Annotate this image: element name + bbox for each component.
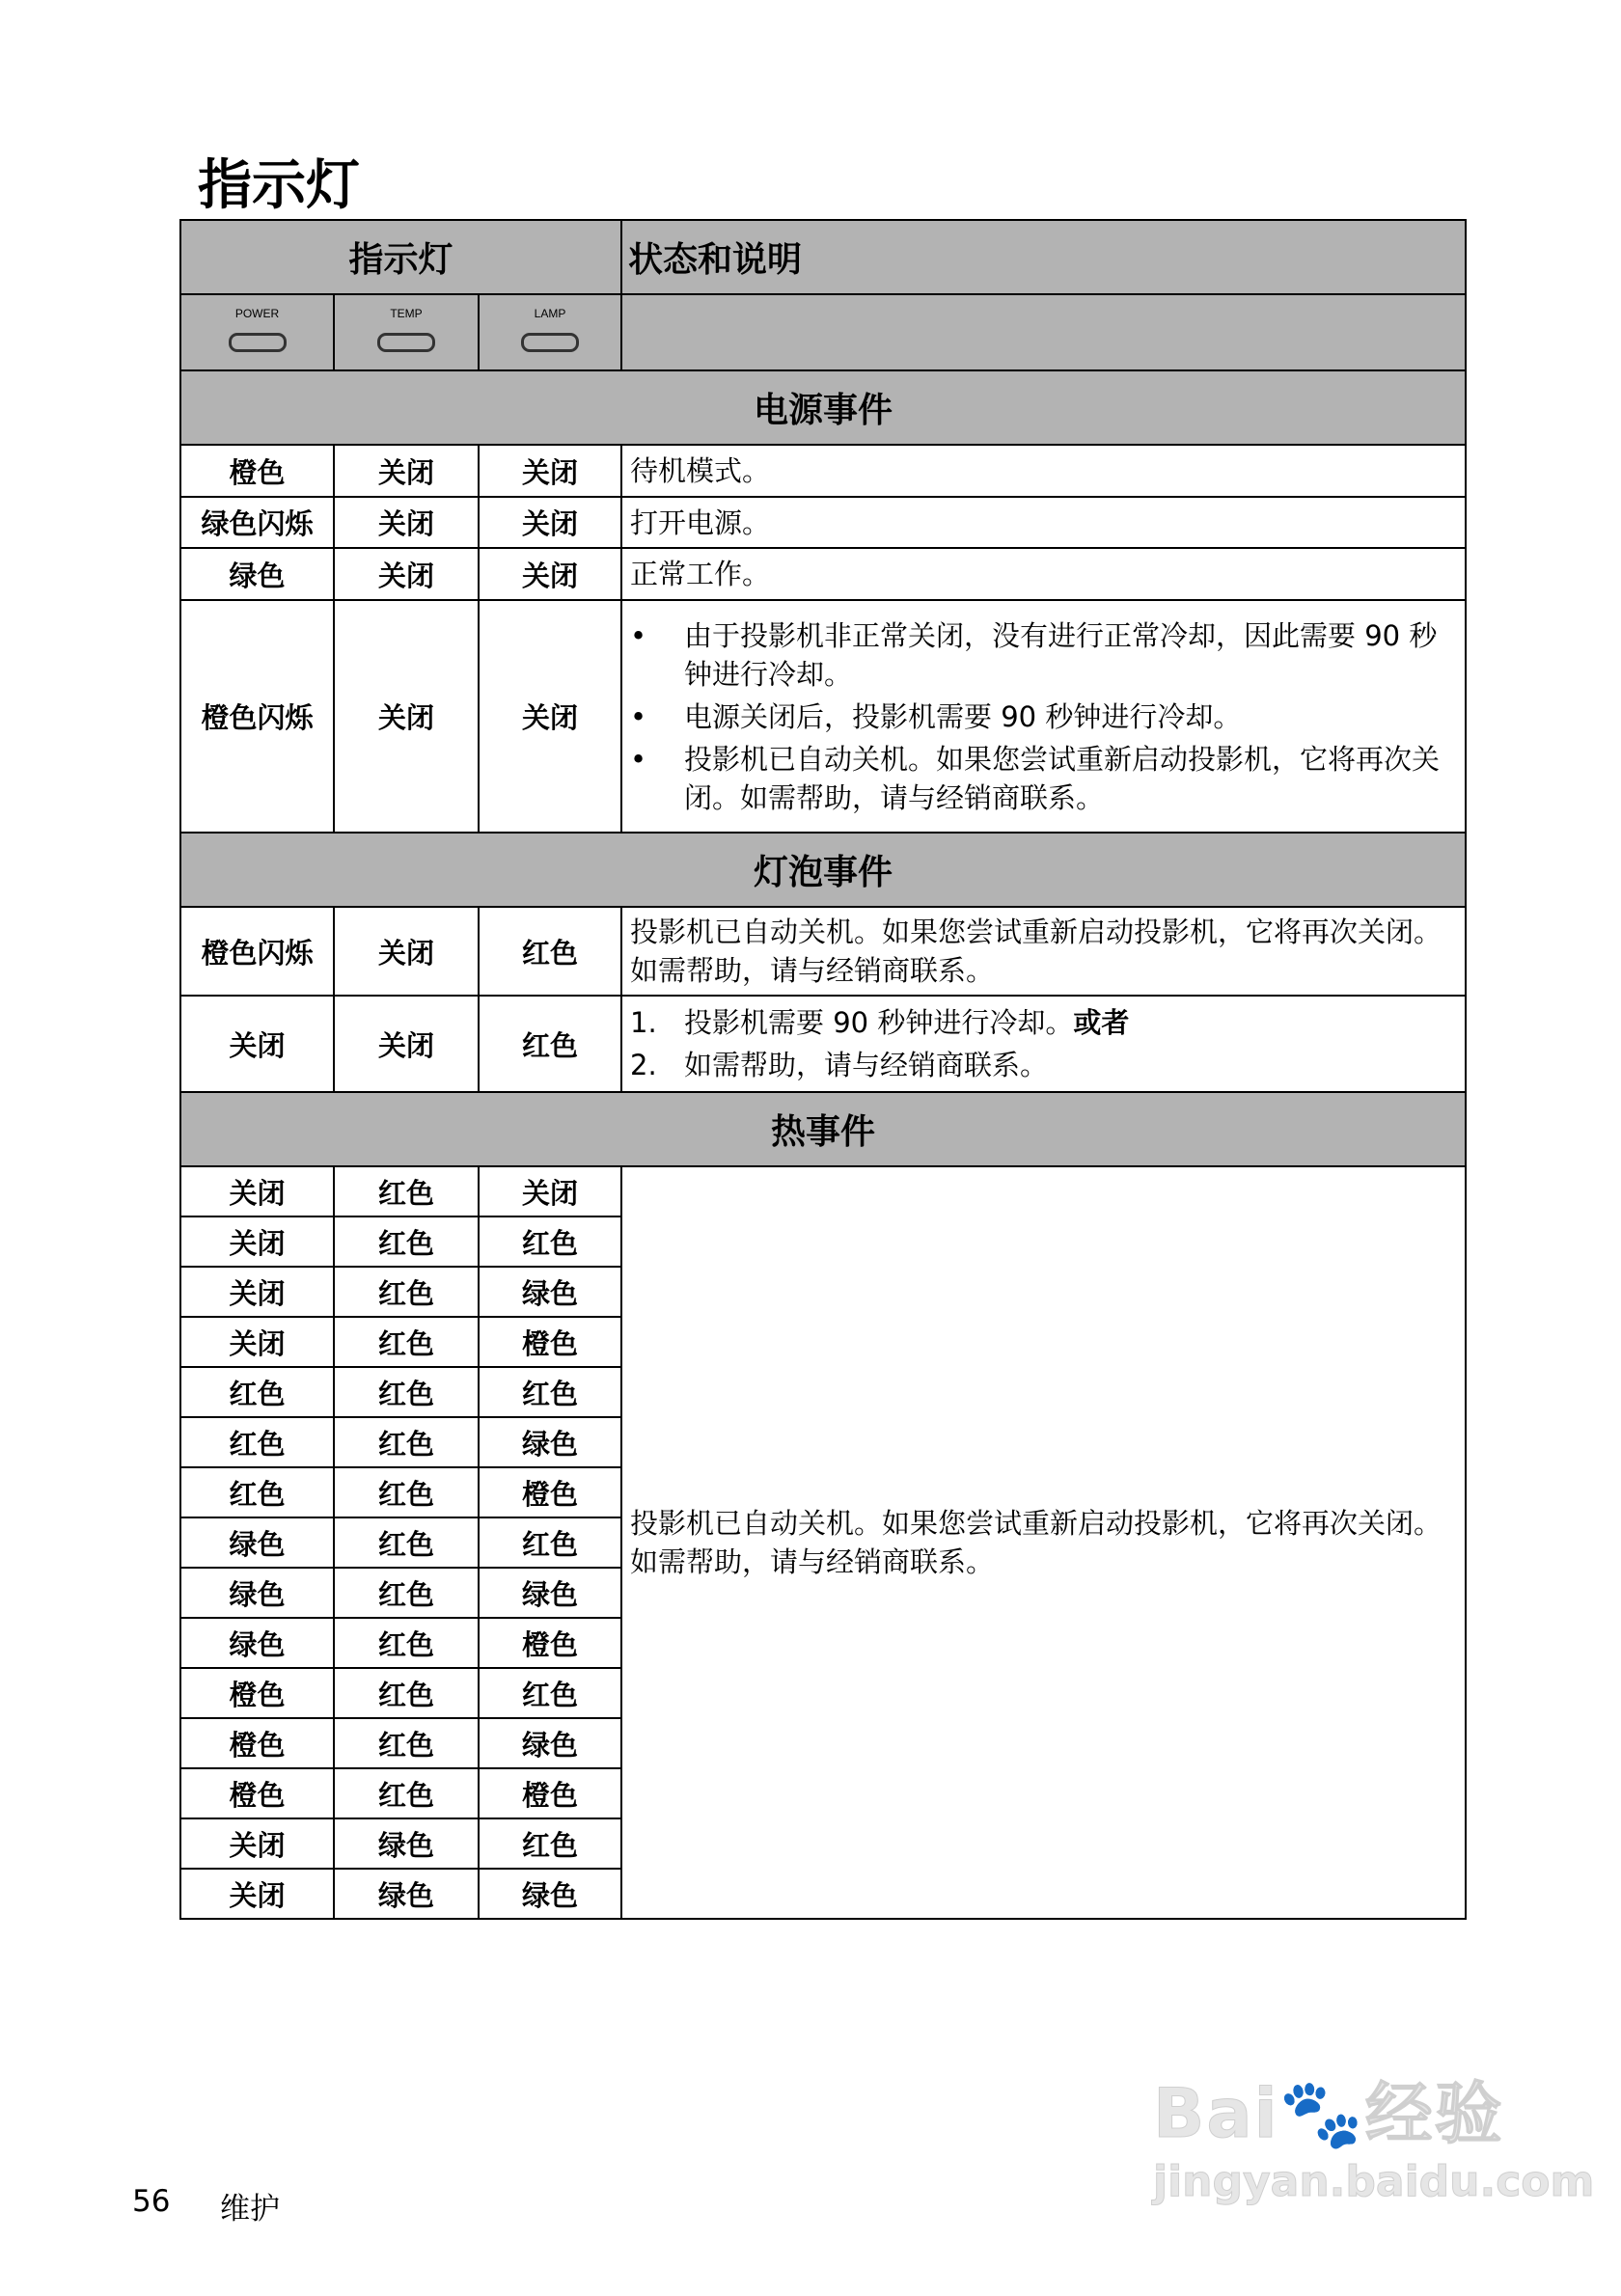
bullet-text: 投影机已自动关机。如果您尝试重新启动投影机，它将再次关闭。如需帮助，请与经销商联系。 — [684, 742, 1441, 814]
indicator-state: 绿色 — [479, 1869, 621, 1919]
indicator-state: 绿色 — [479, 1417, 621, 1467]
indicator-state: 橙色 — [180, 1668, 334, 1718]
page-title: 指示灯 — [198, 154, 360, 217]
indicator-state: 橙色 — [479, 1618, 621, 1668]
indicator-state: 关闭 — [479, 548, 621, 600]
indicator-state: 绿色 — [180, 548, 334, 600]
numbered-item — [630, 1046, 1457, 1084]
empty-cell — [621, 294, 1466, 370]
indicator-state: 关闭 — [180, 1317, 334, 1367]
table-header-row — [180, 220, 1466, 294]
bullet-text: 电源关闭后，投影机需要 90 秒钟进行冷却。 — [684, 699, 1242, 733]
indicator-state: 绿色 — [479, 1267, 621, 1317]
indicator-state: 绿色闪烁 — [180, 497, 334, 548]
indicator-state: 绿色 — [180, 1618, 334, 1668]
indicator-state: 关闭 — [479, 445, 621, 497]
indicator-state: 红色 — [334, 1718, 479, 1768]
indicator-state: 关闭 — [479, 600, 621, 833]
status-description: 待机模式。 — [621, 445, 1466, 497]
indicator-state: 红色 — [334, 1517, 479, 1568]
indicator-state: 橙色闪烁 — [180, 600, 334, 833]
table-row — [180, 497, 1466, 548]
section-row — [180, 833, 1466, 907]
temp-indicator — [334, 294, 479, 370]
indicator-state: 关闭 — [479, 1166, 621, 1216]
footer-section: 维护 — [220, 2192, 280, 2227]
indicator-state: 关闭 — [479, 497, 621, 548]
indicator-state: 红色 — [180, 1417, 334, 1467]
indicator-state: 红色 — [334, 1467, 479, 1517]
indicator-state: 红色 — [334, 1417, 479, 1467]
lamp-led-icon — [521, 333, 579, 352]
item-text: 如需帮助，请与经销商联系。 — [684, 1049, 1049, 1081]
bullet-icon: • — [630, 699, 647, 733]
indicator-table — [179, 219, 1467, 1920]
indicator-state: 关闭 — [334, 600, 479, 833]
indicator-state: 红色 — [479, 907, 621, 996]
bullet-item — [630, 616, 1457, 694]
table-row — [180, 907, 1466, 996]
section-title: 热事件 — [180, 1092, 1466, 1166]
or-label: 或者 — [1073, 1006, 1130, 1039]
item-number: 1. — [630, 1006, 657, 1039]
indicator-state: 红色 — [479, 996, 621, 1092]
section-title: 灯泡事件 — [180, 833, 1466, 907]
section-row — [180, 370, 1466, 445]
indicator-state: 关闭 — [334, 996, 479, 1092]
indicator-state: 绿色 — [180, 1568, 334, 1618]
bullet-item — [630, 740, 1457, 817]
indicator-state: 红色 — [479, 1818, 621, 1869]
indicator-state: 绿色 — [479, 1718, 621, 1768]
indicator-state: 红色 — [334, 1768, 479, 1818]
indicator-state: 关闭 — [180, 1166, 334, 1216]
indicator-state: 橙色 — [479, 1467, 621, 1517]
indicator-state: 绿色 — [479, 1568, 621, 1618]
indicator-state: 关闭 — [334, 497, 479, 548]
lamp-indicator — [479, 294, 621, 370]
header-indicator: 指示灯 — [180, 220, 621, 294]
bullet-item — [630, 697, 1457, 736]
indicator-state: 红色 — [180, 1367, 334, 1417]
indicator-state: 关闭 — [180, 1818, 334, 1869]
table-row — [180, 445, 1466, 497]
indicator-state: 关闭 — [180, 996, 334, 1092]
power-label: POWER — [234, 306, 280, 320]
indicator-state: 红色 — [334, 1216, 479, 1267]
indicator-state: 绿色 — [334, 1869, 479, 1919]
indicator-state: 红色 — [334, 1618, 479, 1668]
indicator-state: 红色 — [334, 1166, 479, 1216]
status-description: 投影机已自动关机。如果您尝试重新启动投影机，它将再次关闭。如需帮助，请与经销商联系。 — [621, 907, 1466, 996]
table-row — [180, 548, 1466, 600]
status-description — [621, 996, 1466, 1092]
indicator-state: 关闭 — [334, 907, 479, 996]
temp-led-icon — [377, 333, 435, 352]
indicator-state: 关闭 — [334, 548, 479, 600]
indicator-state: 红色 — [334, 1568, 479, 1618]
bullet-icon: • — [630, 618, 647, 652]
indicator-state: 关闭 — [180, 1869, 334, 1919]
status-description: 正常工作。 — [621, 548, 1466, 600]
indicator-state: 红色 — [479, 1216, 621, 1267]
section-title: 电源事件 — [180, 370, 1466, 445]
indicator-state: 橙色 — [180, 1768, 334, 1818]
indicator-state: 关闭 — [334, 445, 479, 497]
indicator-state: 橙色 — [180, 1718, 334, 1768]
indicator-state: 橙色 — [479, 1317, 621, 1367]
status-description: 打开电源。 — [621, 497, 1466, 548]
header-status: 状态和说明 — [621, 220, 1466, 294]
indicator-state: 红色 — [479, 1668, 621, 1718]
numbered-item — [630, 1003, 1457, 1042]
indicator-state: 红色 — [334, 1267, 479, 1317]
item-number: 2. — [630, 1049, 657, 1081]
bullet-text: 由于投影机非正常关闭，没有进行正常冷却，因此需要 90 秒钟进行冷却。 — [684, 618, 1438, 691]
indicator-state: 红色 — [334, 1367, 479, 1417]
indicator-state: 红色 — [334, 1317, 479, 1367]
indicator-state: 红色 — [180, 1467, 334, 1517]
page-number: 56 — [132, 2184, 171, 2219]
indicator-state: 绿色 — [180, 1517, 334, 1568]
temp-label: TEMP — [390, 306, 423, 320]
indicator-icons-row — [180, 294, 1466, 370]
power-indicator — [180, 294, 334, 370]
lamp-label: LAMP — [534, 306, 566, 320]
indicator-state: 红色 — [479, 1367, 621, 1417]
baidu-watermark-logo: Bai🐾经验 jingyan.baidu.com — [1153, 2074, 1595, 2206]
indicator-state: 橙色 — [479, 1768, 621, 1818]
indicator-state: 红色 — [334, 1668, 479, 1718]
table-row — [180, 600, 1466, 833]
indicator-state: 关闭 — [180, 1267, 334, 1317]
power-led-icon — [229, 333, 287, 352]
status-description — [621, 600, 1466, 833]
item-text: 投影机需要 90 秒钟进行冷却。 — [684, 1006, 1074, 1039]
indicator-state: 绿色 — [334, 1818, 479, 1869]
indicator-state: 关闭 — [180, 1216, 334, 1267]
section-row — [180, 1092, 1466, 1166]
table-row — [180, 1166, 1466, 1216]
indicator-state: 红色 — [479, 1517, 621, 1568]
indicator-state: 橙色闪烁 — [180, 907, 334, 996]
table-row — [180, 996, 1466, 1092]
bullet-icon: • — [630, 742, 647, 776]
indicator-state: 橙色 — [180, 445, 334, 497]
status-description: 投影机已自动关机。如果您尝试重新启动投影机，它将再次关闭。如需帮助，请与经销商联系。 — [621, 1166, 1466, 1919]
